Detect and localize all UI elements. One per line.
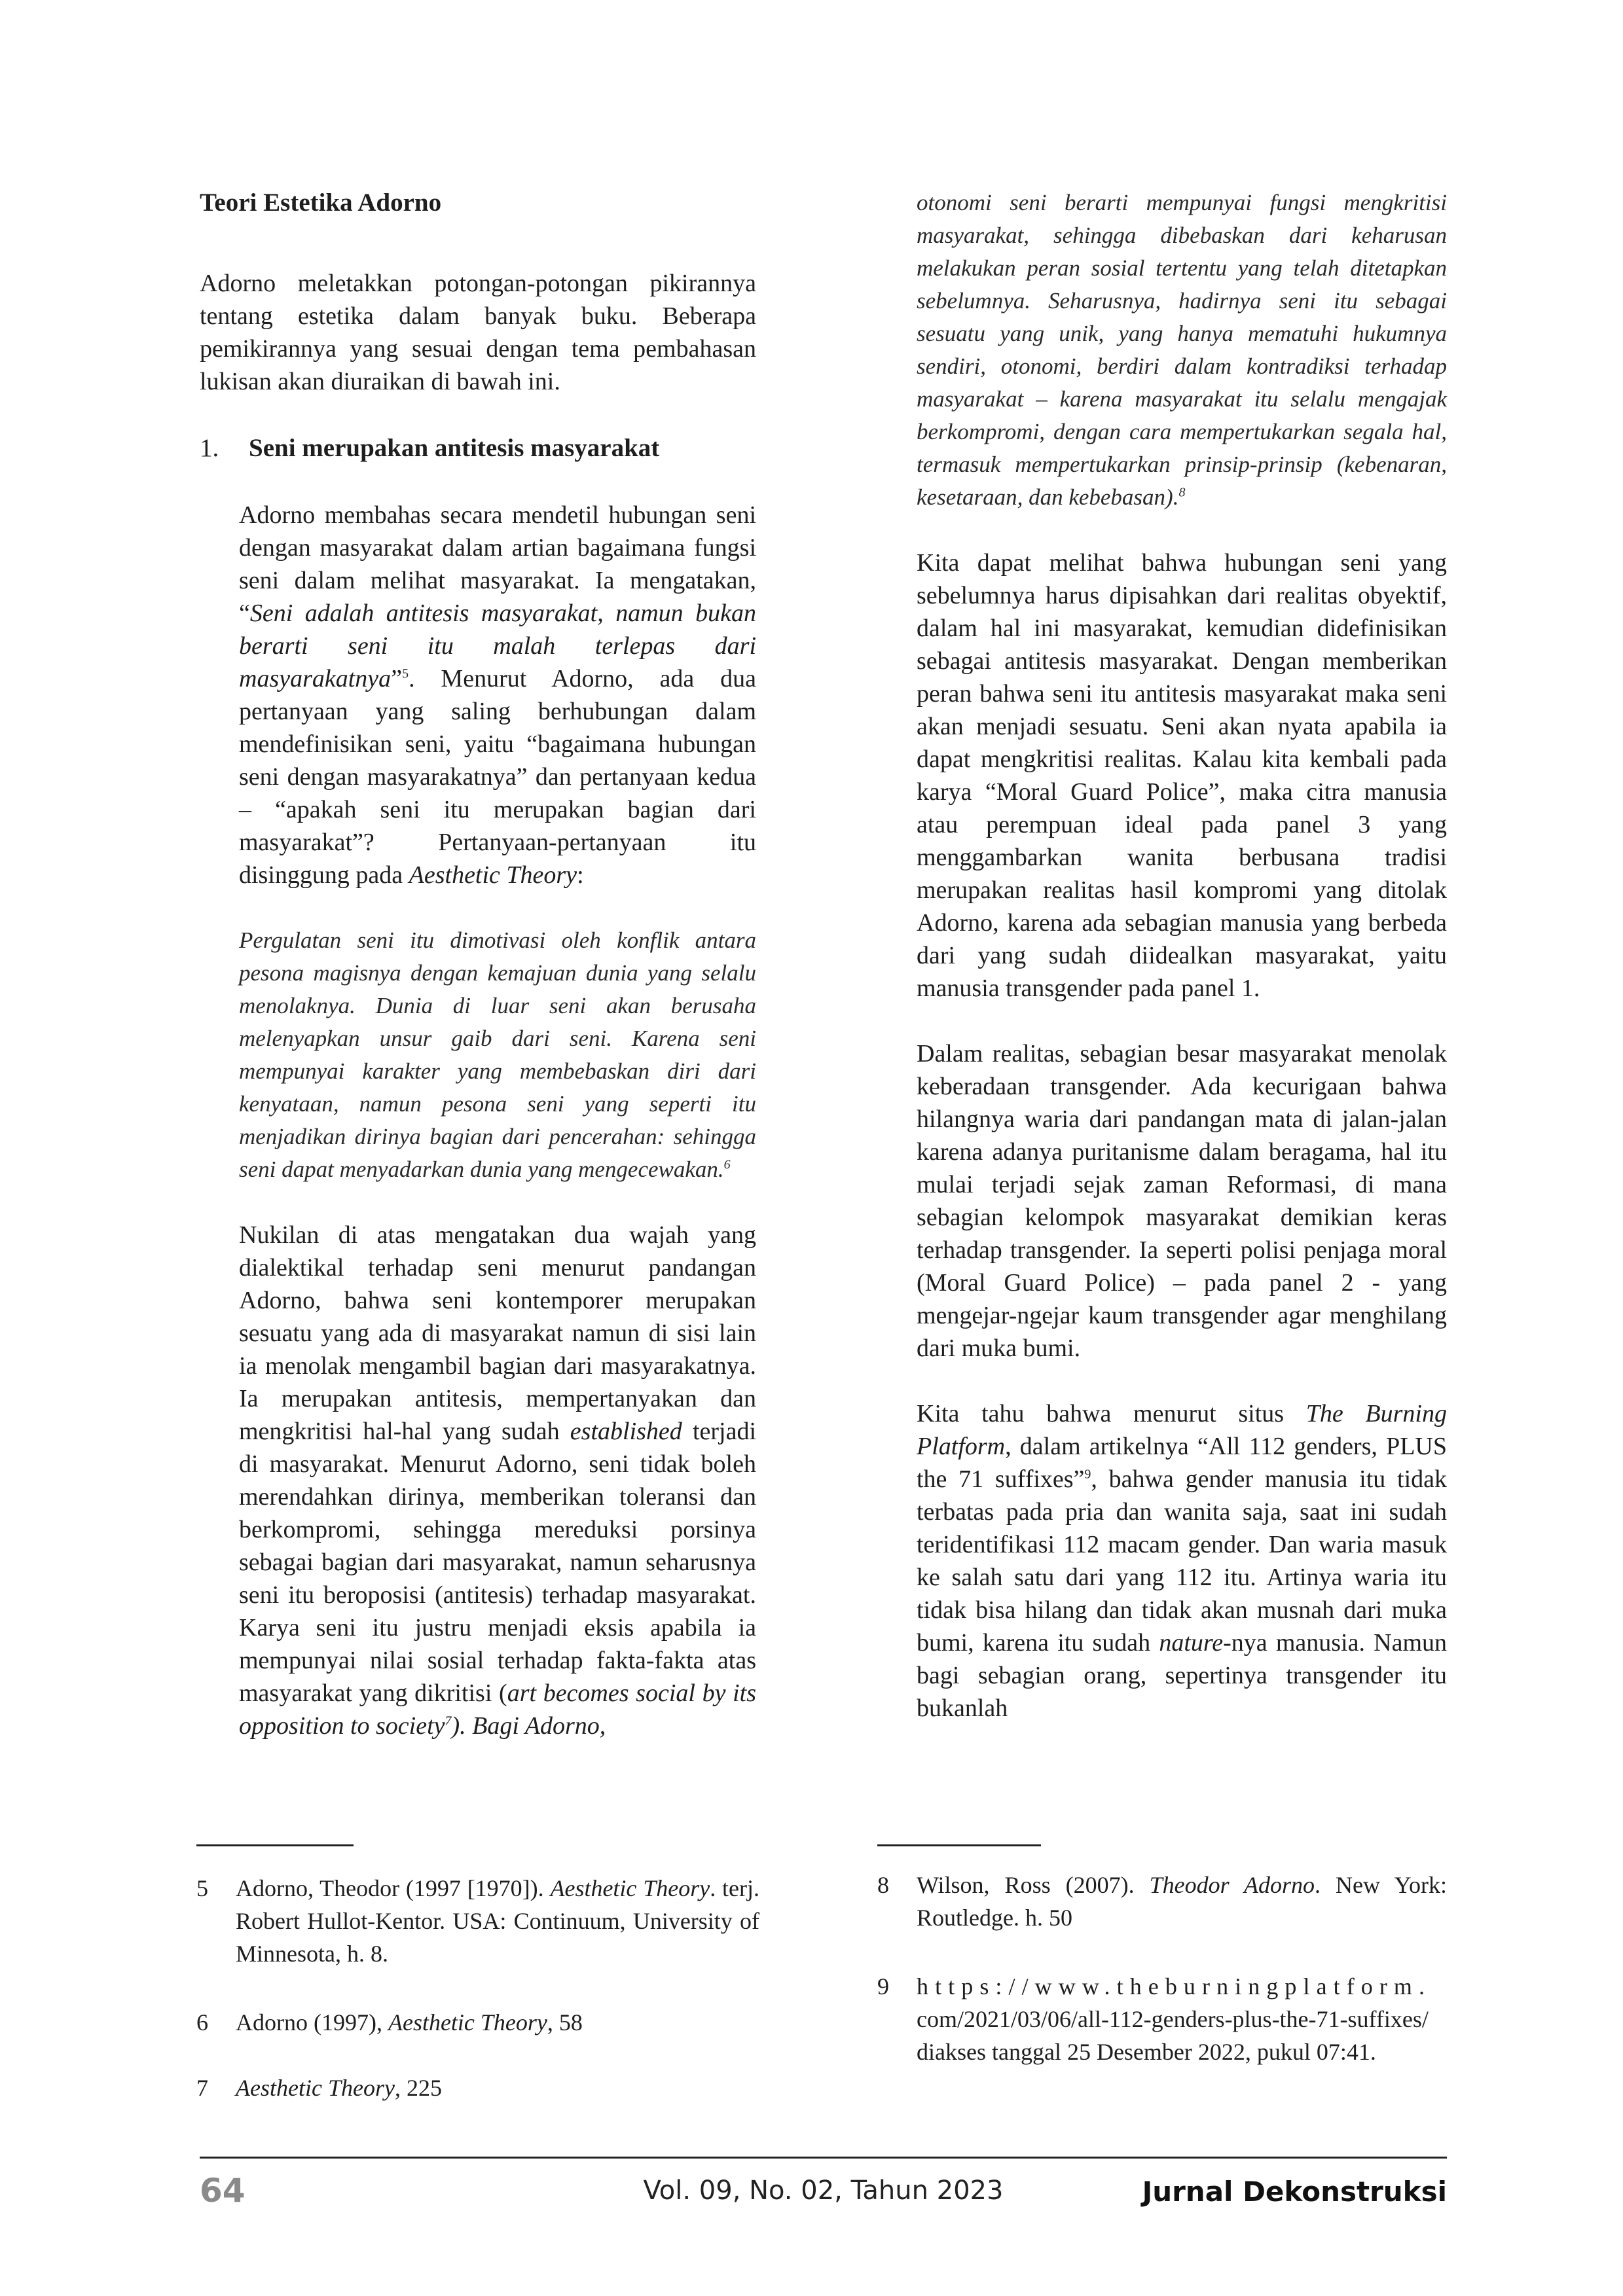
- footnote-ref-8[interactable]: 8: [1178, 485, 1186, 500]
- intro-paragraph: Adorno meletakkan potongan-potongan pikirannya tentang estetika dalam banyak buku. Beberapa pemikirannya yang sesuai dengan tema pembahasan lukisan akan diuraikan di bawah ini.: [200, 269, 756, 395]
- footnote-6: [196, 2006, 759, 2039]
- footnote-number: 7: [196, 2075, 208, 2101]
- block-quote: [239, 924, 756, 1186]
- footnote-divider: [877, 1844, 1041, 1846]
- body-paragraph-5: [917, 1397, 1447, 1725]
- list-item-number: 1.: [200, 433, 219, 462]
- footnote-number: 9: [877, 1973, 889, 2000]
- book-title: Aesthetic Theory: [388, 2009, 547, 2036]
- footnote-9: [877, 1970, 1447, 2068]
- left-column: [200, 187, 756, 1742]
- journal-name: Jurnal Dekonstruksi: [1142, 2176, 1447, 2208]
- book-title: Theodor Adorno: [1149, 1872, 1315, 1898]
- text-span: . terj. Robert Hullot-Kentor. USA: Continuum, University of Minnesota, h. 8.: [236, 1875, 759, 1967]
- inline-quote: art becomes social by its opposition to society: [239, 1679, 756, 1740]
- footnote-text: [236, 2006, 759, 2039]
- footnote-text: [917, 1970, 1447, 2068]
- volume-info: Vol. 09, No. 02, Tahun 2023: [643, 2176, 1004, 2206]
- text-span: ). Bagi Adorno,: [451, 1712, 606, 1740]
- text-span: terjadi di masyarakat. Menurut Adorno, seni tidak boleh merendahkan dirinya, memberikan toleransi dan berkompromi, sehingga mereduksi porsinya sebagai bagian dari masyarakat, namun seharusnya seni itu beroposisi (antitesis) terhadap masyarakat. Karya seni itu justru menjadi eksis apabila ia mempunyai nilai sosial terhadap fakta-fakta atas masyarakat yang dikritisi (: [239, 1417, 757, 1707]
- footer-divider: [200, 2157, 1447, 2159]
- footnote-ref-7[interactable]: 7: [445, 1713, 452, 1729]
- block-quote-text: Pergulatan seni itu dimotivasi oleh konflik antara pesona magisnya dengan kemajuan dunia yang selalu menolaknya. Dunia di luar seni akan berusaha melenyapkan unsur gaib dari seni. Karena seni mempunyai karakter yang membebaskan diri dari kenyataan, namun pesona seni yang seperti itu menjadikan dirinya bagian dari pencerahan: sehingga seni dapat menyadarkan dunia yang mengecewakan.: [239, 927, 756, 1182]
- text-span: . New York: Routledge. h. 50: [917, 1872, 1448, 1931]
- right-column: [917, 187, 1447, 1725]
- footnote-8: [877, 1869, 1447, 1934]
- block-quote-text: otonomi seni berarti mempunyai fungsi mengkritisi masyarakat, sehingga dibebaskan dari keharusan melakukan peran sosial tertentu yang telah ditetapkan sebelumnya. Seharusnya, hadirnya seni itu sebagai sesuatu yang unik, yang hanya mematuhi hukumnya sendiri, otonomi, berdiri dalam kontradiksi terhadap masyarakat – karena masyarakat itu selalu mengajak berkompromi, dengan cara mempertukarkan segala hal, termasuk mempertukarkan prinsip-prinsip (kebenaran, kesetaraan, dan kebebasan).: [917, 190, 1447, 510]
- text-span: , dalam artikelnya “All 112 genders, PLUS the 71 suffixes”: [917, 1433, 1447, 1493]
- text-span: . Menurut Adorno, ada dua pertanyaan yang saling berhubungan dalam mendefinisikan seni, yaitu “bagaimana hubungan seni dengan masyarakatnya” dan pertanyaan kedua – “apakah seni itu merupakan bagian dari masyarakat”? Pertanyaan-pertanyaan itu disinggung pada: [239, 664, 756, 889]
- text-span: Adorno membahas secara mendetil hubungan seni dengan masyarakat dalam artian bagaimana fungsi seni dalam melihat masyarakat. Ia mengatakan, “: [239, 501, 756, 627]
- book-title: Aesthetic Theory: [409, 861, 577, 889]
- footnote-7: [196, 2072, 759, 2104]
- book-title: Aesthetic Theory: [236, 2075, 395, 2101]
- text-span: Wilson, Ross (2007).: [917, 1872, 1150, 1898]
- text-span: , 58: [547, 2009, 583, 2036]
- text-span: com/2021/03/06/all-112-genders-plus-the-71-suffixes/ diakses tanggal 25 Desember 2022, pukul 07:41.: [917, 2006, 1429, 2065]
- footnote-ref-5[interactable]: 5: [402, 666, 409, 681]
- footnote-number: 5: [196, 1875, 208, 1901]
- body-paragraph-3: Kita dapat melihat bahwa hubungan seni yang sebelumnya harus dipisahkan dari realitas obyektif, dalam hal ini masyarakat, kemudian didefinisikan sebagai antitesis masyarakat. Dengan memberikan peran bahwa seni itu antitesis masyarakat maka seni akan menjadi sesuatu. Seni akan nyata apabila ia dapat mengkritisi realitas. Kalau kita kembali pada karya “Moral Guard Police”, maka citra manusia atau perempuan ideal pada panel 3 yang menggambarkan wanita berbusana tradisi merupakan realitas hasil kompromi yang ditolak Adorno, karena ada sebagian manusia yang berbeda dari yang sudah diidealkan masyarakat, yaitu manusia transgender pada panel 1.: [917, 549, 1447, 1002]
- list-item-title: Seni merupakan antitesis masyarakat: [249, 433, 660, 462]
- text-span: Kita tahu bahwa menurut situs: [917, 1400, 1306, 1427]
- text-span: Nukilan di atas mengatakan dua wajah yang dialektikal terhadap seni menurut pandangan Adorno, bahwa seni kontemporer merupakan sesuatu yang ada di masyarakat namun di sisi lain ia menolak mengambil bagian dari masyarakatnya. Ia merupakan antitesis, mempertanyakan dan mengkritisi hal-hal yang sudah: [239, 1221, 756, 1445]
- footnote-text: [236, 1872, 759, 1970]
- text-span: , bahwa gender manusia itu tidak terbatas pada pria dan wanita saja, saat ini sudah teridentifikasi 112 macam gender. Dan waria masuk ke salah satu dari yang 112 itu. Artinya waria itu tidak bisa hilang dan tidak akan musnah dari muka bumi, karena itu sudah: [917, 1465, 1447, 1657]
- text-span: :: [577, 861, 584, 889]
- text-span: -nya manusia. Namun bagi sebagian orang, sepertinya transgender itu bukanlah: [917, 1629, 1448, 1722]
- footnote-divider: [196, 1844, 354, 1846]
- footnote-5: [196, 1872, 759, 1970]
- text-span: Adorno, Theodor (1997 [1970]).: [236, 1875, 551, 1901]
- text-span: ”: [391, 664, 403, 692]
- body-paragraph-2: [239, 1219, 756, 1742]
- page-footer: [200, 2172, 1447, 2217]
- body-paragraph-4: Dalam realitas, sebagian besar masyarakat menolak keberadaan transgender. Ada kecurigaan bahwa hilangnya waria dari pandangan mata di jalan-jalan karena adanya puritanisme dalam beragama, hal itu mulai terjadi sejak zaman Reformasi, di mana sebagian kelompok masyarakat demikian keras terhadap transgender. Ia seperti polisi penjaga moral (Moral Guard Police) – pada panel 2 - yang mengejar-ngejar kaum transgender agar menghilang dari muka bumi.: [917, 1040, 1447, 1362]
- text-span: Adorno (1997),: [236, 2009, 388, 2036]
- book-title: Aesthetic Theory: [550, 1875, 710, 1901]
- footnote-ref-6[interactable]: 6: [723, 1157, 731, 1172]
- section-title: Teori Estetika Adorno: [200, 188, 442, 217]
- inline-quote: Seni adalah antitesis masyarakat, namun bukan berarti seni itu malah terlepas dari masyarakatnya: [239, 599, 756, 692]
- italic-term: established: [570, 1417, 682, 1445]
- footnote-text: [917, 1869, 1447, 1934]
- italic-term: nature: [1159, 1629, 1224, 1657]
- footnote-number: 6: [196, 2009, 208, 2036]
- block-quote-continued: [917, 187, 1447, 514]
- site-name: The Burning Platform: [917, 1400, 1447, 1460]
- list-item-heading: [200, 432, 756, 465]
- body-paragraph-1: [239, 499, 756, 891]
- page-number: 64: [200, 2172, 246, 2210]
- text-span: , 225: [394, 2075, 442, 2101]
- footnote-ref-9[interactable]: 9: [1084, 1467, 1091, 1482]
- footnote-number: 8: [877, 1872, 889, 1898]
- footnote-url-link[interactable]: https://www.theburningplatform.: [917, 1973, 1432, 2000]
- footnote-text: [236, 2072, 759, 2104]
